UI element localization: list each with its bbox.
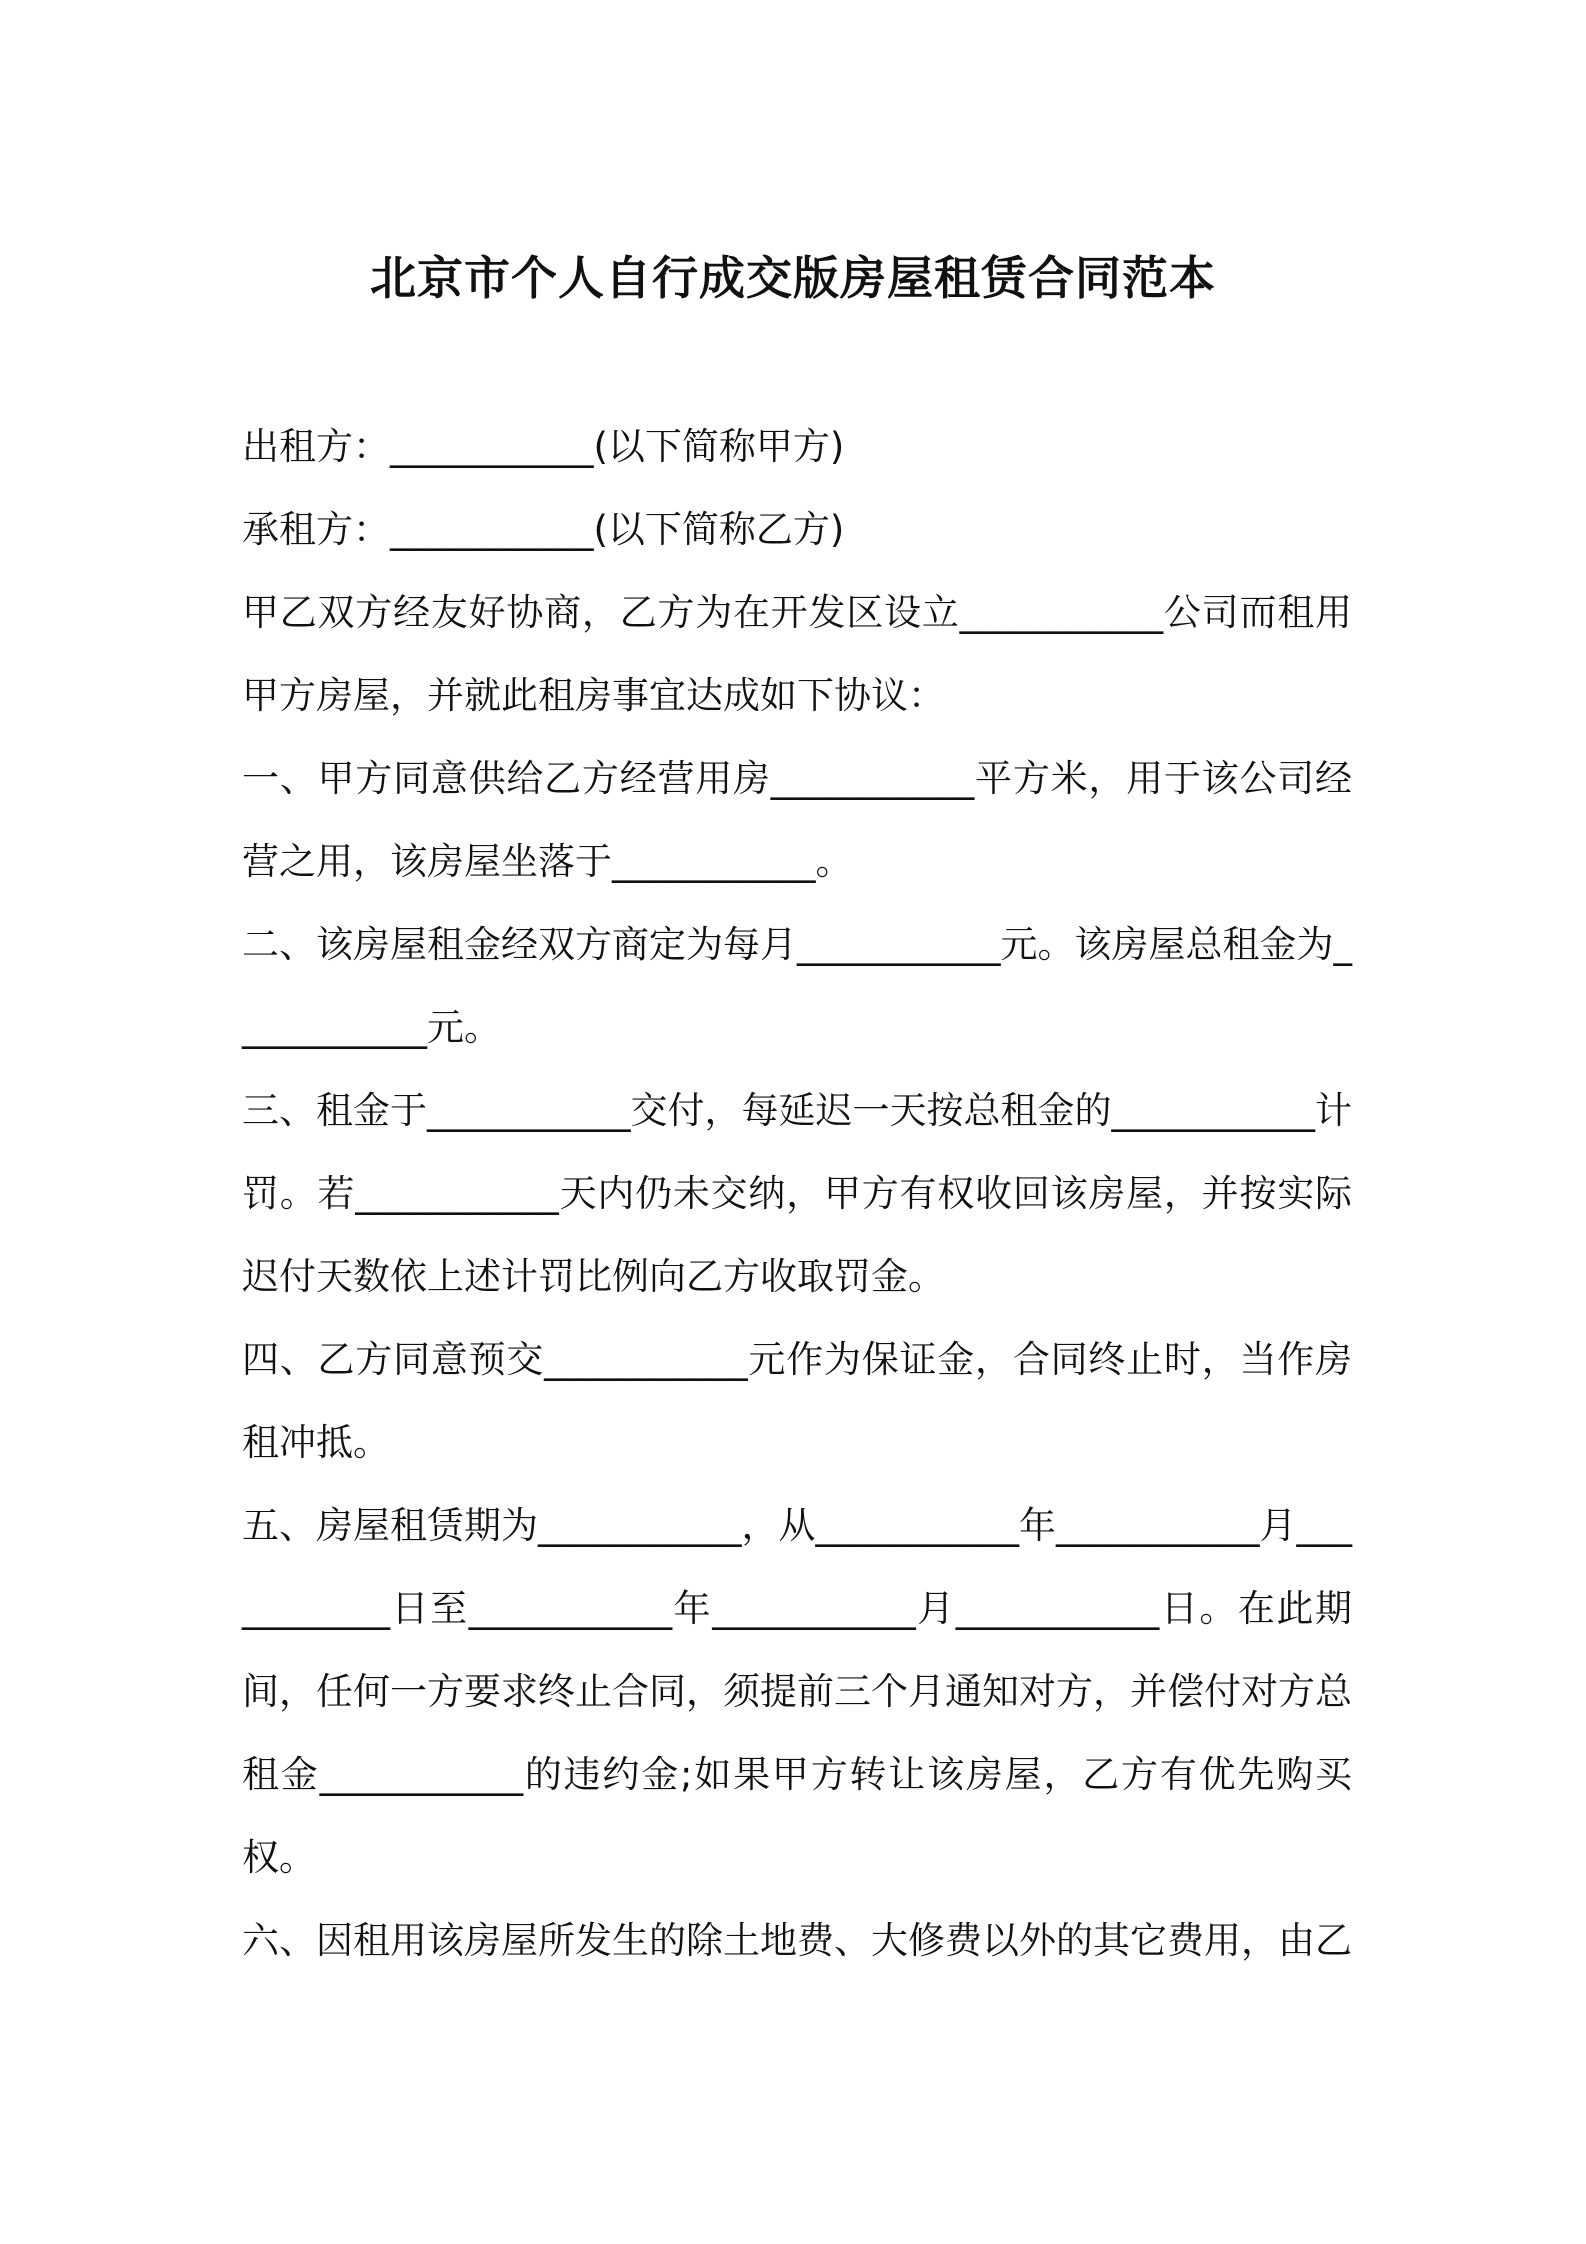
clause-3: 三、租金于___________交付，每延迟一天按总租金的___________计罚。若___________天内仍未交纳，甲方有权收回该房屋，并按实际迟付天数依上述计罚比例向乙方收取罚金。 — [242, 1089, 1352, 1298]
clause-1: 一、甲方同意供给乙方经营用房___________平方米，用于该公司经营之用，该房屋坐落于___________。 — [242, 757, 1352, 883]
document-body — [242, 405, 1352, 1982]
clause-2: 二、该房屋租金经双方商定为每月___________元。该房屋总租金为___________元。 — [242, 923, 1352, 1049]
lessor-line: 出租方：___________(以下简称甲方) — [242, 425, 845, 468]
document-title: 北京市个人自行成交版房屋租赁合同范本 — [370, 250, 1216, 305]
clause-4: 四、乙方同意预交___________元作为保证金，合同终止时，当作房租冲抵。 — [242, 1338, 1352, 1464]
clause-5: 五、房屋租赁期为___________，从___________年___________月___________日至___________年___________月___________日。在此期间，任何一方要求终止合同，须提前三个月通知对方，并偿付对方总租金___________的违约金;如果甲方转让该房屋，乙方有优先购买权。 — [242, 1504, 1352, 1879]
preamble-paragraph: 甲乙双方经友好协商，乙方为在开发区设立___________公司而租用甲方房屋，并就此租房事宜达成如下协议： — [242, 591, 1352, 717]
clause-6: 六、因租用该房屋所发生的除土地费、大修费以外的其它费用，由乙 — [242, 1919, 1352, 1962]
lessee-line: 承租方：___________(以下简称乙方) — [242, 508, 845, 551]
